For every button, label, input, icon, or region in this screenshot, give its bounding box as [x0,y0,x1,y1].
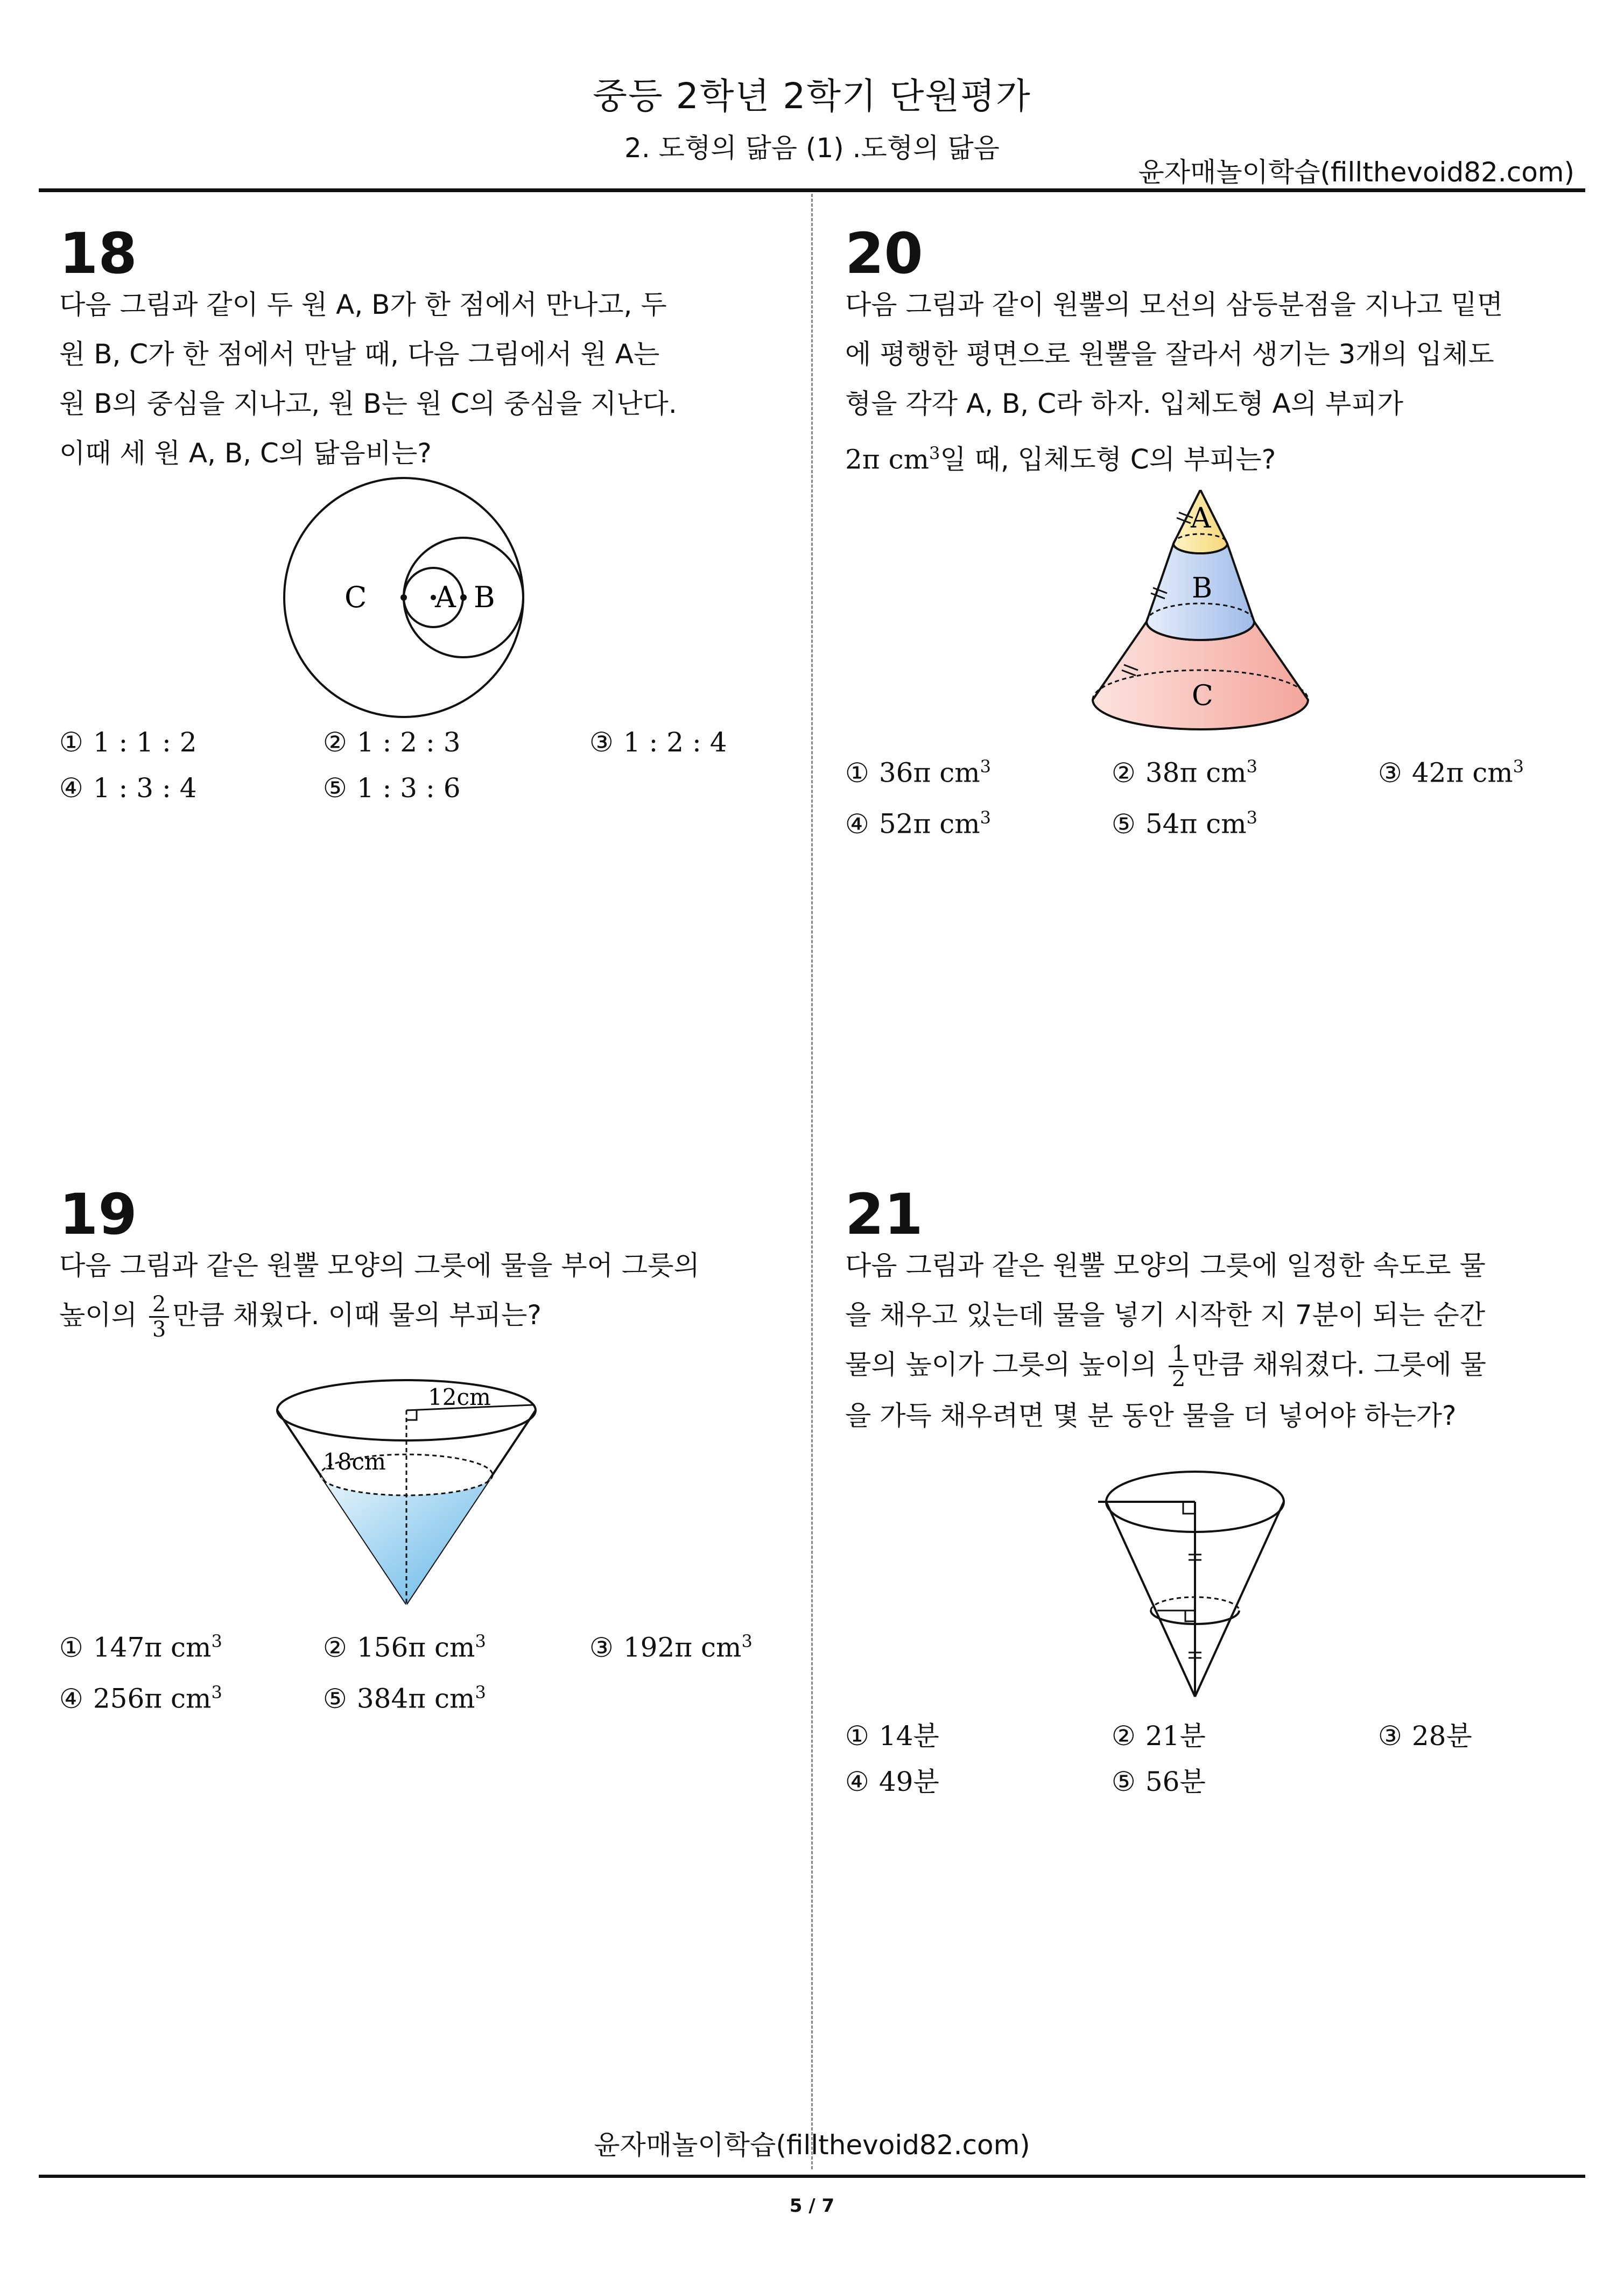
page-subtitle: 2. 도형의 닮음 (1) .도형의 닮음 [624,132,1000,164]
question-21-line: 을 가득 채우려면 몇 분 동안 물을 더 넣어야 하는가? [845,1400,1457,1431]
question-20-number: 20 [845,221,923,286]
choice-mark: ④ [845,808,869,840]
choice-text: 1 : 3 : 4 [93,772,197,804]
choice-mark: ③ [589,727,614,758]
question-20-text [845,280,1539,484]
choice-text: 1 : 2 : 4 [623,727,727,758]
choice-mark: ⑤ [323,1683,347,1714]
question-20-line-rest: 일 때, 입체도형 C의 부피는? [940,444,1276,475]
volume-exponent: 3 [929,443,940,463]
label-a: A [1191,502,1211,535]
choice-mark: ④ [845,1766,869,1797]
q18-choice-4[interactable] [59,772,197,804]
choice-text: 1 : 3 : 6 [356,772,461,804]
question-20-line [845,428,1539,484]
choice-exponent: 3 [1246,756,1257,777]
question-21-line: 다음 그림과 같은 원뿔 모양의 그릇에 일정한 속도로 물 [845,1250,1486,1281]
choice-text: 192π cm [623,1632,742,1663]
q18-choice-2[interactable] [323,727,461,758]
label-c: C [345,580,367,614]
q19-choice-1[interactable] [59,1631,222,1663]
page-title: 중등 2학년 2학기 단원평가 [593,75,1031,117]
choice-mark: ① [59,1632,83,1663]
question-18-line: 원 B, C가 한 점에서 만날 때, 다음 그림에서 원 A는 [59,339,660,370]
q21-choice-1[interactable] [845,1714,939,1753]
label-a: A [435,580,456,614]
header-rule [39,188,1585,192]
choice-exponent: 3 [1246,807,1257,828]
center-point-b [460,594,467,601]
choice-mark: ③ [1378,1720,1402,1752]
choice-mark: ② [323,1632,347,1663]
choice-text: 42π cm [1411,757,1513,789]
question-19-number: 19 [59,1182,137,1247]
choice-mark: ④ [59,772,83,804]
header-site-credit: 윤자매놀이학습(fillthevoid82.com) [1138,157,1574,188]
choice-text: 56분 [1145,1766,1206,1797]
choice-text: 36π cm [878,757,980,789]
q21-choice-3[interactable] [1378,1714,1472,1753]
question-21-line-end: 만큼 채워졌다. 그릇에 물 [1192,1349,1486,1380]
q19-choice-4[interactable] [59,1682,222,1714]
q21-choice-5[interactable] [1112,1760,1206,1799]
choice-text: 21분 [1145,1720,1206,1752]
q19-choice-5[interactable] [323,1682,486,1714]
question-19-line [59,1290,754,1341]
question-18-text [59,280,754,478]
choice-mark: ⑤ [1112,1766,1136,1797]
question-19-line-end: 만큼 채웠다. 이때 물의 부피는? [172,1299,542,1331]
question-19-line-start: 높이의 [59,1299,137,1331]
question-19-text [59,1241,754,1341]
choice-text: 38π cm [1145,757,1247,789]
choice-exponent: 3 [211,1682,222,1703]
label-c: C [1192,680,1213,712]
question-19-line: 다음 그림과 같은 원뿔 모양의 그릇에 물을 부어 그릇의 [59,1250,700,1281]
label-radius: 12cm [428,1384,491,1410]
label-b: B [1192,572,1213,604]
fraction-numerator: 2 [149,1292,169,1318]
question-21-line [845,1340,1539,1391]
choice-mark: ③ [1378,757,1402,789]
q20-choice-2[interactable] [1112,756,1257,789]
choice-text: 1 : 2 : 3 [356,727,461,758]
question-21-line-start: 물의 높이가 그릇의 높이의 [845,1349,1157,1380]
choice-text: 256π cm [93,1683,212,1714]
q21-choice-2[interactable] [1112,1714,1206,1753]
question-21-text [845,1241,1539,1440]
q20-choice-1[interactable] [845,756,991,789]
question-20-cone-figure [1071,490,1319,748]
q18-choice-1[interactable] [59,727,197,758]
question-20-line: 형을 각각 A, B, C라 하자. 입체도형 A의 부피가 [845,388,1403,419]
q21-choice-4[interactable] [845,1760,939,1799]
q19-choice-2[interactable] [323,1631,486,1663]
footer-rule [39,2175,1585,2178]
q18-choice-3[interactable] [589,727,727,758]
fraction-denominator: 2 [1171,1367,1186,1391]
fraction-numerator: 1 [1169,1342,1189,1367]
q20-choice-3[interactable] [1378,756,1524,789]
choice-text: 156π cm [356,1632,475,1663]
choice-exponent: 3 [475,1631,486,1651]
question-21-cone-figure [1093,1464,1297,1701]
volume-value: 2π cm [845,444,929,475]
choice-mark: ② [1112,1720,1136,1752]
choice-text: 52π cm [878,808,980,840]
fraction-one-half [1169,1342,1189,1391]
choice-mark: ② [323,727,347,758]
question-21-number: 21 [845,1182,923,1247]
right-angle-mark-bottom [1185,1611,1195,1621]
page-number: 5 / 7 [789,2195,835,2217]
label-height: 18cm [323,1449,386,1475]
choice-text: 28분 [1411,1720,1472,1752]
choice-mark: ③ [589,1632,614,1663]
q20-choice-5[interactable] [1112,807,1257,840]
choice-mark: ① [59,727,83,758]
choice-exponent: 3 [1513,756,1524,777]
center-point-c [400,594,407,601]
question-20-line: 에 평행한 평면으로 원뿔을 잘라서 생기는 3개의 입체도 [845,339,1494,370]
question-18-figure [280,474,528,721]
question-20-line: 다음 그림과 같이 원뿔의 모선의 삼등분점을 지나고 밑면 [845,289,1503,320]
column-divider [811,194,813,2169]
q18-choice-5[interactable] [323,772,461,804]
question-19-cone-figure [269,1367,549,1620]
question-21-line: 을 채우고 있는데 물을 넣기 시작한 지 7분이 되는 순간 [845,1299,1486,1331]
question-18-line: 이때 세 원 A, B, C의 닮음비는? [59,438,432,469]
choice-mark: ① [845,757,869,789]
footer-site-credit: 윤자매놀이학습(fillthevoid82.com) [594,2129,1030,2161]
question-18-line: 원 B의 중심을 지나고, 원 B는 원 C의 중심을 지난다. [59,388,677,419]
choice-mark: ① [845,1720,869,1752]
choice-exponent: 3 [475,1682,486,1703]
choice-text: 14분 [878,1720,939,1752]
choice-mark: ⑤ [323,772,347,804]
choice-exponent: 3 [980,807,991,828]
choice-text: 384π cm [356,1683,475,1714]
choice-exponent: 3 [980,756,991,777]
q19-choice-3[interactable] [589,1631,753,1663]
choice-mark: ② [1112,757,1136,789]
choice-text: 1 : 1 : 2 [93,727,197,758]
choice-text: 54π cm [1145,808,1247,840]
choice-mark: ⑤ [1112,808,1136,840]
label-b: B [474,580,495,614]
choice-exponent: 3 [741,1631,753,1651]
fraction-denominator: 3 [152,1317,166,1342]
choice-text: 147π cm [93,1632,212,1663]
choice-exponent: 3 [211,1631,222,1651]
q20-choice-4[interactable] [845,807,991,840]
question-18-number: 18 [59,221,137,286]
fraction-two-thirds [149,1292,169,1341]
question-18-line: 다음 그림과 같이 두 원 A, B가 한 점에서 만나고, 두 [59,289,667,320]
choice-mark: ④ [59,1683,83,1714]
choice-text: 49분 [878,1766,939,1797]
